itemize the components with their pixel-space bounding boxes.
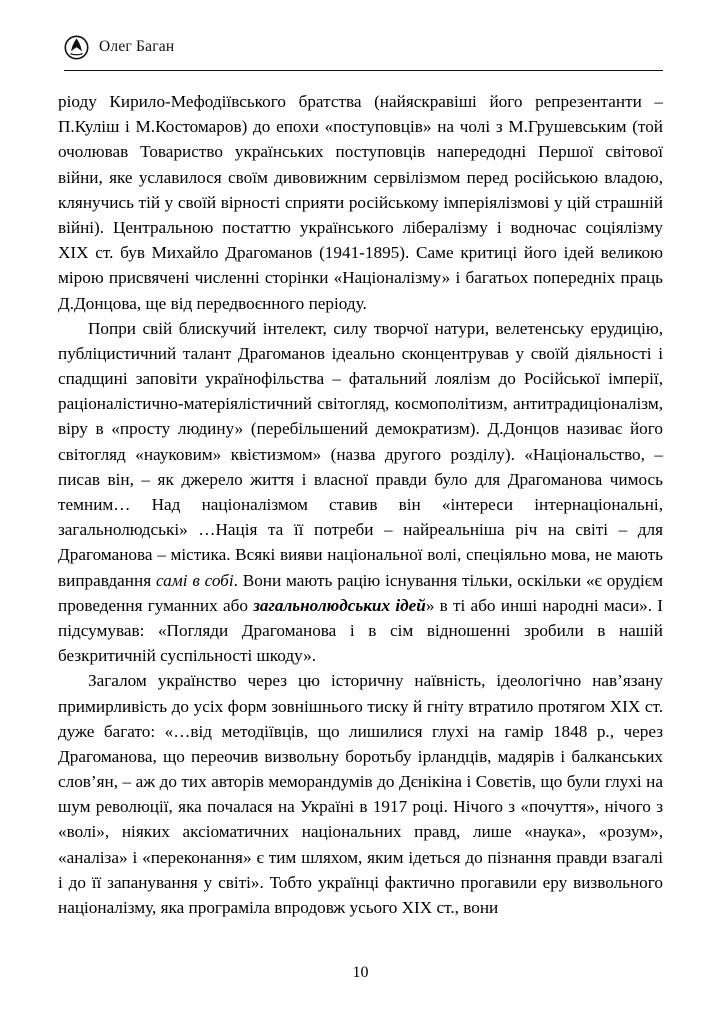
circular-emblem-icon [64,35,89,60]
text-run: ріоду Кирило-Мефодіївського братства (найяскравіші його репрезентанти – П.Куліш і М.Костомаров) до епохи «поступовців» на чолі з М.Грушевським (той очолював Товариство українських поступовців напередодні Першої світової війни, яке уславилося своїм дивовижним сервілізмом перед російською владою, клянучись тій у своїй вірності сприяти російському імперіялізмові у цій страшній війні). Центральною постаттю українського лібералізму і водночас соціялізму XIX ст. був Михайло Драгоманов (1941-1895). Саме критиці його ідей великою мірою присвячені численні сторінки «Націоналізму» і багатьох попередніх праць Д.Донцова, ще від передвоєнного періоду. [58,92,663,313]
text-run: » в ті або инші народні маси». І підсумував: «Погляди Драгоманова і в сім відношенні зробили в нашій безкритичній суспільності шкоду». [58,595,664,666]
text-run: . Вони мають рацію існування тільки, оскільки «є орудієм проведення гуманних або [58,570,664,615]
body-paragraph [58,316,663,669]
page-number: 10 [352,964,369,981]
page-body [58,89,663,920]
body-paragraph [58,89,663,316]
body-paragraph [58,668,663,920]
header-author-name: Олег Баган [99,38,175,55]
page-header [64,30,663,71]
emphasis-text: самі в собі [155,570,234,590]
text-run: Загалом українство через цю історичну наївність, ідеологічно нав’язану примирливість до усіх форм зовнішнього тиску й гніту втратило протягом XIX ст. дуже багато: «…від методіївців, що лишилися глухі на гамір 1848 р., через Драгоманова, що переочив визвольну боротьбу ірландців, мадярів і балканських слов’ян, – аж до тих авторів меморандумів до Дєнікіна і Совєтів, що були глухі на шум революції, яка почалася на Україні в 1917 році. Нічого з «почуття», нічого з «волі», ніяких аксіоматичних національних правд, лише «наука», «розум», «аналіза» і «переконання» є тим шляхом, яким ідеться до пізнання правди взагалі і до її запанування у світі». Тобто українці фактично прогавили еру визвольного націоналізму, яка програміла впродовж усього XIX ст., вони [58,671,663,917]
text-run: Попри свій блискучий інтелект, силу творчої натури, велетенську ерудицію, публіцистичний талант Драгоманов ідеально сконцентрував у своїй діяльності і спадщині заповіти українофільства – фатальний лоялізм до Російської імперії, раціоналістично-матеріялістичний світогляд, космополітизм, антитрадиціоналізм, віру в «просту людину» (перебільшений демократизм). Д.Донцов називає його світогляд «науковим» квієтизмом» (назва другого розділу). «Національство, – писав він, – як джерело життя і власної правди було для Драгоманова чимось темним… Над націоналізмом ставив він «інтереси інтернаціональні, загальнолюдські» …Нація та її потреби – найреальніша річ на світі – для Драгоманова – містика. Всякі вияви національної волі, спеціяльно мова, не мають виправдання [58,318,663,590]
strong-emphasis-text: загальнолюдських ідей [253,595,426,615]
